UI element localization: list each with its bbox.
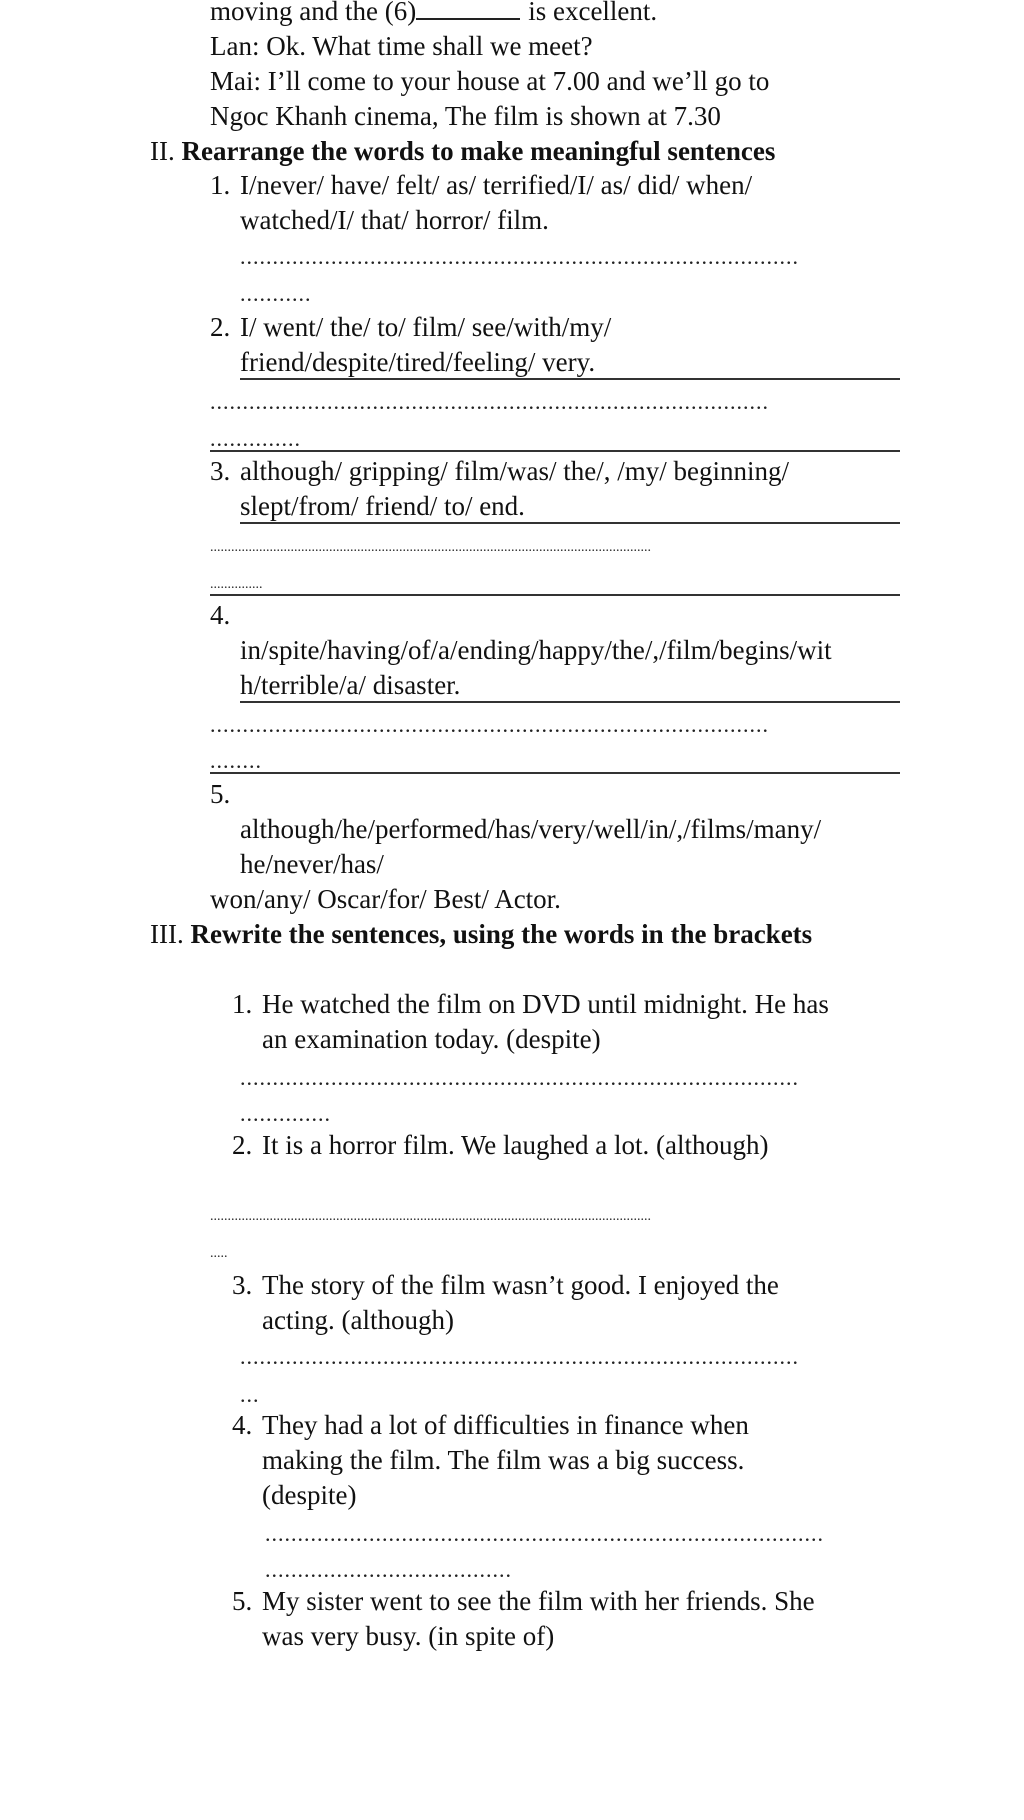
s3-item-4-number: 4. bbox=[232, 1410, 253, 1440]
dialogue-line-1 bbox=[210, 0, 657, 28]
s3-item-3-line2: acting. (although) bbox=[262, 1305, 454, 1335]
dialogue-line-3: Mai: I’ll come to your house at 7.00 and we’ll go to bbox=[210, 66, 770, 96]
underline-rule bbox=[240, 522, 900, 524]
s2-item-3-number: 3. bbox=[210, 456, 231, 486]
answer-line[interactable]: ........ bbox=[210, 749, 262, 773]
s3-item-1-number: 1. bbox=[232, 989, 253, 1019]
dialogue-line-2: Lan: Ok. What time shall we meet? bbox=[210, 31, 593, 61]
section-2-roman: II. bbox=[150, 136, 175, 166]
s3-item-3-number: 3. bbox=[232, 1270, 253, 1300]
s2-item-1-line2: watched/I/ that/ horror/ film. bbox=[240, 205, 549, 235]
s3-item-5-line2: was very busy. (in spite of) bbox=[262, 1621, 555, 1651]
s2-item-2-line1: I/ went/ the/ to/ film/ see/with/my/ bbox=[240, 312, 612, 342]
answer-line[interactable]: ........... bbox=[240, 282, 312, 306]
answer-line[interactable]: ...................................................................................... bbox=[240, 245, 799, 269]
answer-line[interactable]: ...................................... bbox=[265, 1558, 512, 1582]
s3-item-4-line1: They had a lot of difficulties in finance when bbox=[262, 1410, 749, 1440]
section-3-heading bbox=[150, 917, 812, 951]
s2-item-5-line2: he/never/has/ bbox=[240, 849, 384, 879]
s3-item-3-line1: The story of the film wasn’t good. I enjoyed the bbox=[262, 1270, 779, 1300]
section-3-title: Rewrite the sentences, using the words in the brackets bbox=[190, 919, 813, 949]
s3-item-5-line1: My sister went to see the film with her friends. She bbox=[262, 1586, 815, 1616]
s3-item-2-line1: It is a horror film. We laughed a lot. (although) bbox=[262, 1130, 769, 1160]
s3-item-5-number: 5. bbox=[232, 1586, 253, 1616]
section-2-title: Rearrange the words to make meaningful sentences bbox=[181, 136, 776, 166]
s2-item-3-line1: although/ gripping/ film/was/ the/, /my/ beginning/ bbox=[240, 456, 789, 486]
dialogue-text: is excellent. bbox=[528, 0, 658, 26]
answer-line[interactable]: ...................................................................................... bbox=[240, 1345, 799, 1369]
underline-rule bbox=[240, 378, 900, 380]
s2-item-1-number: 1. bbox=[210, 170, 231, 200]
s3-item-4-line3: (despite) bbox=[262, 1480, 357, 1510]
underline-rule bbox=[210, 772, 900, 774]
s2-item-3-line2: slept/from/ friend/ to/ end. bbox=[240, 491, 525, 521]
s2-item-2-number: 2. bbox=[210, 312, 231, 342]
answer-line[interactable]: ...................................................................................... bbox=[210, 390, 769, 414]
answer-line[interactable]: ...................................................................................... bbox=[265, 1522, 824, 1546]
answer-line[interactable]: .............. bbox=[210, 427, 301, 451]
answer-line[interactable]: ...................................................................................... bbox=[210, 713, 769, 737]
s2-item-2-line2: friend/despite/tired/feeling/ very. bbox=[240, 347, 596, 377]
s2-item-4-line2: h/terrible/a/ disaster. bbox=[240, 670, 461, 700]
dialogue-line-4: Ngoc Khanh cinema, The film is shown at 7.30 bbox=[210, 101, 721, 131]
answer-line[interactable]: ...................................................................................... bbox=[240, 1066, 799, 1090]
answer-line[interactable]: ............... bbox=[210, 577, 263, 592]
answer-line[interactable]: .............. bbox=[240, 1102, 331, 1126]
s2-item-5-line3: won/any/ Oscar/for/ Best/ Actor. bbox=[210, 884, 561, 914]
underline-rule bbox=[240, 701, 900, 703]
section-2-heading bbox=[150, 134, 775, 168]
s2-item-4-line1: in/spite/having/of/a/ending/happy/the/,/film/begins/wit bbox=[240, 635, 832, 665]
s2-item-1-line1: I/never/ have/ felt/ as/ terrified/I/ as/ did/ when/ bbox=[240, 170, 753, 200]
answer-line[interactable]: ... bbox=[240, 1383, 260, 1407]
answer-line[interactable]: .............................................................................................................................. bbox=[210, 540, 651, 555]
s2-item-5-line1: although/he/performed/has/very/well/in/,/films/many/ bbox=[240, 814, 822, 844]
s3-item-2-number: 2. bbox=[232, 1130, 253, 1160]
section-3-roman: III. bbox=[150, 919, 184, 949]
s3-item-1-line1: He watched the film on DVD until midnight. He has bbox=[262, 989, 829, 1019]
answer-line[interactable]: ..... bbox=[210, 1246, 228, 1261]
s3-item-4-line2: making the film. The film was a big success. bbox=[262, 1445, 745, 1475]
answer-line[interactable]: .............................................................................................................................. bbox=[210, 1209, 651, 1224]
s2-item-5-number: 5. bbox=[210, 779, 231, 809]
dialogue-text: moving and the (6) bbox=[210, 0, 417, 26]
underline-rule bbox=[210, 594, 900, 596]
underline-rule bbox=[210, 450, 900, 452]
answer-blank-6[interactable] bbox=[416, 0, 520, 20]
s3-item-1-line2: an examination today. (despite) bbox=[262, 1024, 601, 1054]
s2-item-4-number: 4. bbox=[210, 600, 231, 630]
